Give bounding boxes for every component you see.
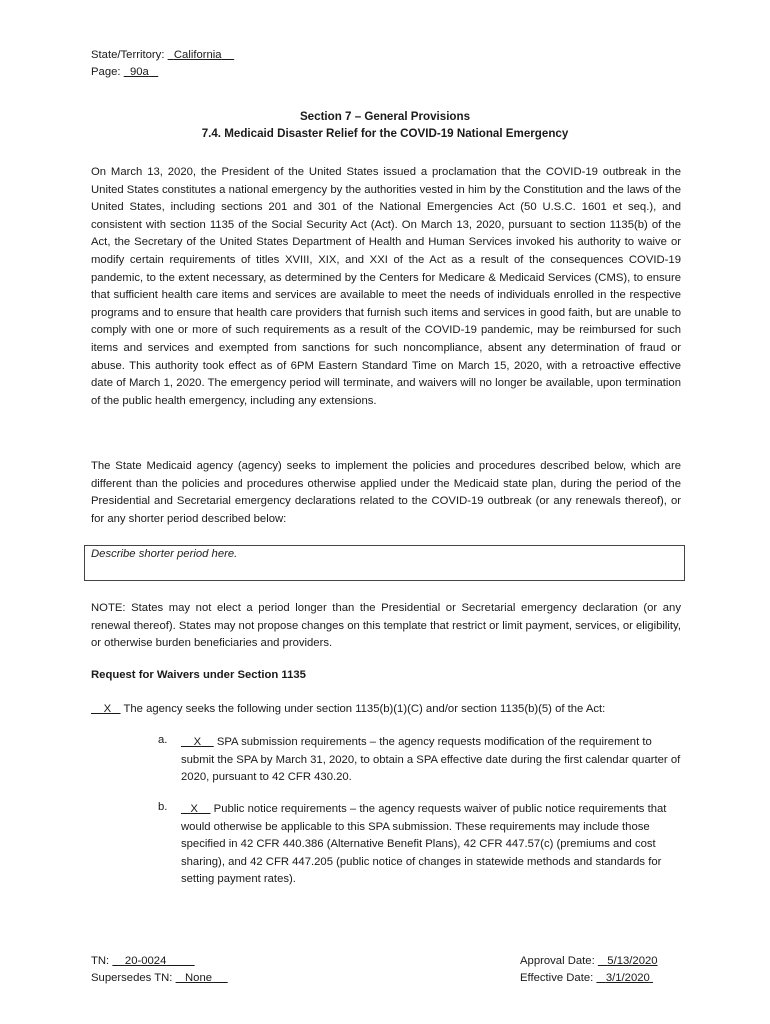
approval-label: Approval Date: <box>520 955 595 967</box>
effective-label: Effective Date: <box>520 972 594 984</box>
item-a-letter: a. <box>158 734 168 746</box>
waiver-heading: Request for Waivers under Section 1135 <box>91 669 306 681</box>
item-b-text: Public notice requirements – the agency requests waiver of public notice requirements that would otherwise be applicable to this SPA submission. These requirements may include those specified in 42 CFR 440.386 (Alternative Benefit Plans), 42 CFR 447.57(c) (premiums and cost sharing), and 42 CFR 447.205 (public notice of changes in statewide methods and standards for setting payment rates). <box>181 803 667 886</box>
tn-value: 20-0024 <box>124 955 167 967</box>
approval-value: 5/13/2020 <box>607 955 658 967</box>
item-b-body <box>181 801 681 889</box>
item-a-checkbox-mark[interactable]: X <box>193 736 202 748</box>
waiver-intro-line <box>91 701 605 719</box>
waiver-intro-text: The agency seeks the following under section 1135(b)(1)(C) and/or section 1135(b)(5) of the Act: <box>123 703 606 715</box>
supersedes-value: None <box>185 972 213 984</box>
page-label: Page: <box>91 66 121 78</box>
state-territory-line <box>91 47 234 65</box>
page-value: 90a <box>129 66 149 78</box>
state-label: State/Territory: <box>91 49 165 61</box>
item-b-letter: b. <box>158 801 168 813</box>
tn-line <box>91 953 195 971</box>
effective-date-line <box>520 970 653 988</box>
item-a-body <box>181 734 681 787</box>
supersedes-label: Supersedes TN: <box>91 972 173 984</box>
tn-label: TN: <box>91 955 110 967</box>
supersedes-line <box>91 970 228 988</box>
waiver-checkbox-mark[interactable]: X <box>103 703 112 715</box>
proclamation-paragraph: On March 13, 2020, the President of the United States issued a proclamation that the COVID-19 outbreak in the United States constitutes a national emergency by the authorities vested in him by the Constitution and the laws of the United States, including sections 201 and 301 of the National Emergencies Act (50 U.S.C. 1601 et seq.), and consistent with section 1135 of the Social Security Act (Act). On March 13, 2020, pursuant to section 1135(b) of the Act, the Secretary of the United States Department of Health and Human Services invoked his authority to waive or modify certain requirements of titles XVIII, XIX, and XXI of the Act as a result of the consequences COVID-19 pandemic, to the extent necessary, as determined by the Centers for Medicare & Medicaid Services (CMS), to ensure that sufficient health care items and services are available to meet the needs of individuals enrolled in the respective programs and to ensure that health care providers that furnish such items and services in good faith, but are unable to comply with one or more of such requirements as a result of the COVID-19 pandemic, may be reimbursed for such items and services and exempted from sanctions for such noncompliance, absent any determination of fraud or abuse. This authority took effect as of 6PM Eastern Standard Time on March 15, 2020, with a retroactive effective date of March 1, 2020. The emergency period will terminate, and waivers will no longer be available, upon termination of the public health emergency, including any extensions. <box>91 166 681 407</box>
item-a-text: SPA submission requirements – the agency requests modification of the requirement to submit the SPA by March 31, 2020, to obtain a SPA effective date during the first calendar quarter of 2020, pursuant to 42 CFR 430.20. <box>181 736 681 784</box>
item-b-checkbox-mark[interactable]: X <box>190 803 198 815</box>
page-number-line <box>91 64 158 82</box>
approval-date-line <box>520 953 658 971</box>
state-value: California <box>173 49 222 61</box>
shorter-period-placeholder: Describe shorter period here. <box>91 548 238 560</box>
shorter-period-field[interactable] <box>84 545 685 581</box>
section-title: Section 7 – General Provisions <box>299 110 471 123</box>
note-paragraph: NOTE: States may not elect a period longer than the Presidential or Secretarial emergency declaration (or any renewal thereof). States may not propose changes on this template that restrict or limit payment, services, or eligibility, or otherwise burden beneficiaries and providers. <box>91 602 682 650</box>
subsection-title: 7.4. Medicaid Disaster Relief for the COVID-19 National Emergency <box>201 127 569 140</box>
effective-value: 3/1/2020 <box>605 972 650 984</box>
agency-paragraph: The State Medicaid agency (agency) seeks to implement the policies and procedures described below, which are different than the policies and procedures otherwise applied under the Medicaid state plan, during the period of the Presidential and Secretarial emergency declarations related to the COVID-19 outbreak (or any renewals thereof), or for any shorter period described below: <box>91 460 681 525</box>
